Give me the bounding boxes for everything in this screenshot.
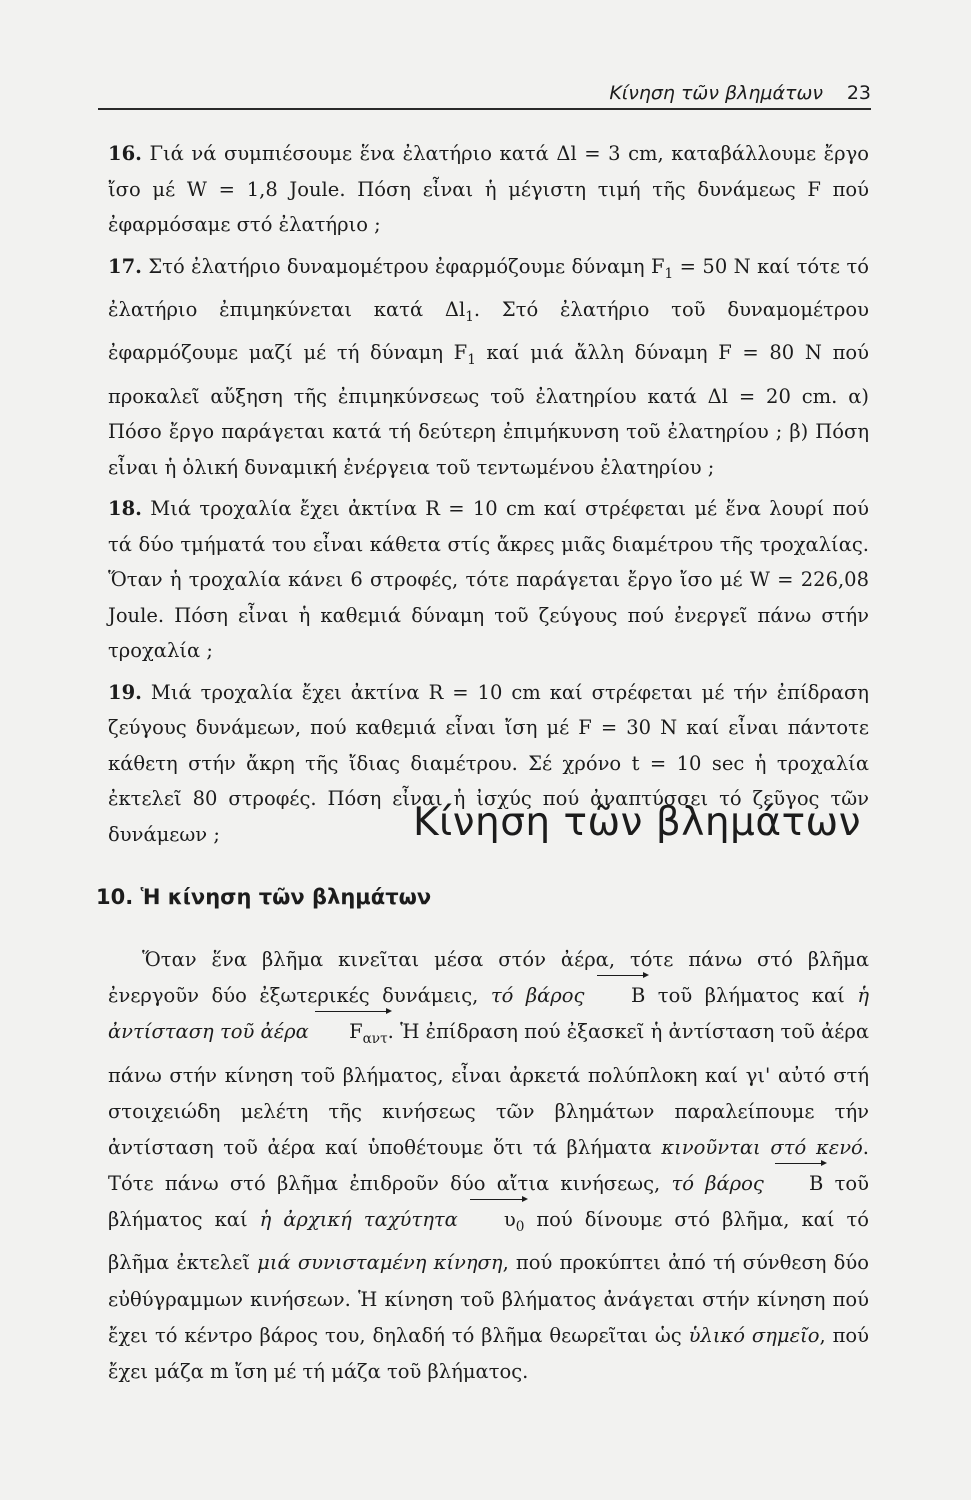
subscript: 0 xyxy=(515,1219,525,1236)
subscript: 1 xyxy=(465,308,474,325)
text-run: πού δίνουμε στό βλῆμα, καί τό βλῆμα ἐκτελεῖ xyxy=(108,1208,869,1275)
emphasis: ἡ ἀρχική ταχύτητα xyxy=(259,1208,458,1232)
exercise-list xyxy=(108,136,869,858)
exercise-17 xyxy=(108,249,869,486)
subscript: αντ xyxy=(362,1031,388,1048)
section-heading: 10. Ἡ κίνηση τῶν βλημάτων xyxy=(96,885,432,909)
emphasis: ὑλικό σημεῖο xyxy=(688,1323,820,1347)
emphasis: κινοῦνται στό κενό xyxy=(661,1135,863,1159)
exercise-text: . Στό ἐλατήριο τοῦ δυναμομέτρου ἐφαρμόζουμε μαζί μέ τή δύναμη F xyxy=(108,297,869,365)
emphasis: τό βάρος xyxy=(671,1172,764,1196)
running-title: Κίνηση τῶν βλημάτων xyxy=(609,82,823,104)
text-run: , πού προκύπτει ἀπό τή σύνθεση δύο εὐθύγραμμων κινήσεων. Ἡ κίνηση τοῦ βλήματος ἀνάγεται στήν κίνηση πού ἔχει τό κέντρο βάρος του, δηλαδή τό βλῆμα θεωρεῖται ὡς xyxy=(108,1251,869,1347)
exercise-16 xyxy=(108,136,869,243)
text-run: . Τότε πάνω στό βλῆμα ἐπιδροῦν δύο αἴτια κινήσεως, xyxy=(108,1135,869,1196)
exercise-18 xyxy=(108,491,869,669)
text-run: τοῦ βλήματος καί xyxy=(108,1172,869,1232)
vector-letter: υ xyxy=(503,1208,516,1232)
body-paragraph xyxy=(108,942,869,1390)
exercise-number: 17. xyxy=(108,254,142,278)
exercise-text: = 50 N καί τότε τό ἐλατήριο ἐπιμηκύνεται κατά Δl xyxy=(108,254,870,321)
exercise-text: Μιά τροχαλία ἔχει ἀκτίνα R = 10 cm καί στρέφεται μέ τήν ἐπίδραση ζεύγους δυνάμεων, πού καθεμιά εἶναι ἴση μέ F = 30 N καί εἶναι πάντοτε κάθετη στήν ἄκρη τῆς ἴδιας διαμέτρου. Σέ χρόνο t = 10 sec ἡ τροχαλία ἐκτελεῖ 80 στροφές. Πόση εἶναι ἡ ἰσχύς πού ἀναπτύσσει τό ζεῦγος τῶν δυνάμεων ; xyxy=(108,680,869,846)
exercise-text: καί μιά ἄλλη δύναμη F = 80 N πού προκαλεῖ αὔξηση τῆς ἐπιμηκύνσεως τοῦ ἐλατηρίου κατά Δl = 20 cm. α) Πόσο ἔργο παράγεται κατά τή δεύτερη ἐπιμήκυνση τοῦ ἐλατηρίου ; β) Πόση εἶναι ἡ ὁλική δυναμική ἐνέργεια τοῦ τεντωμένου ἐλατηρίου ; xyxy=(108,341,869,479)
vector-letter: F xyxy=(349,1020,363,1044)
exercise-number: 19. xyxy=(108,680,142,704)
vector-symbol xyxy=(315,1014,388,1057)
vector-symbol: B xyxy=(597,978,645,1014)
exercise-text: Στό ἐλατήριο δυναμομέτρου ἐφαρμόζουμε δύναμη F xyxy=(148,254,665,278)
emphasis: τό βάρος xyxy=(490,984,585,1008)
subscript: 1 xyxy=(664,265,674,282)
section-body xyxy=(108,942,869,1390)
exercise-number: 18. xyxy=(108,497,142,521)
text-run: Ὅταν ἕνα βλῆμα κινεῖται μέσα στόν ἀέρα, τότε πάνω στό βλῆμα ἐνεργοῦν δύο ἐξωτερικές δυνάμεις, xyxy=(108,948,869,1008)
text-run: . Ἡ ἐπίδραση πού ἐξασκεῖ ἡ ἀντίσταση τοῦ ἀέρα πάνω στήν κίνηση τοῦ βλήματος, εἶναι ἀρκετά πολύπλοκη καί γι' αὐτό στή στοιχειώδη μελέτη τῆς κινήσεως τῶν βλημάτων παραλείπουμε τήν ἀντίσταση τοῦ ἀέρα καί ὑποθέτουμε ὅτι τά βλήματα xyxy=(108,1020,870,1159)
running-header xyxy=(98,82,871,110)
subscript: 1 xyxy=(467,352,476,369)
text-run: τοῦ βλήματος καί xyxy=(645,984,858,1008)
emphasis: μιά συνισταμένη κίνηση xyxy=(257,1251,503,1275)
vector-symbol: B xyxy=(775,1166,823,1202)
page-number: 23 xyxy=(846,82,871,104)
exercise-text: Μιά τροχαλία ἔχει ἀκτίνα R = 10 cm καί στρέφεται μέ ἕνα λουρί πού τά δύο τμήματά του εἶναι κάθετα στίς ἄκρες μιᾶς διαμέτρου τῆς τροχαλίας. Ὅταν ἡ τροχαλία κάνει 6 στροφές, τότε παράγεται ἔργο ἴσο μέ W = 226,08 Joule. Πόση εἶναι ἡ καθεμιά δύναμη τοῦ ζεύγους πού ἐνεργεῖ πάνω στήν τροχαλία ; xyxy=(108,497,869,663)
text-run: , πού ἔχει μάζα m ἴση μέ τή μάζα τοῦ βλήματος. xyxy=(108,1323,869,1384)
vector-symbol xyxy=(470,1202,525,1245)
exercise-number: 16. xyxy=(108,142,142,165)
section-title: Κίνηση τῶν βλημάτων xyxy=(412,800,861,845)
exercise-text: Γιά νά συμπιέσουμε ἕνα ἐλατήριο κατά Δl = 3 cm, καταβάλλουμε ἔργο ἴσο μέ W = 1,8 Joule. Πόση εἶναι ἡ μέγιστη τιμή τῆς δυνάμεως F πού ἐφαρμόσαμε στό ἐλατήριο ; xyxy=(108,142,869,236)
emphasis: ἡ ἀντίσταση τοῦ ἀέρα xyxy=(108,984,869,1044)
